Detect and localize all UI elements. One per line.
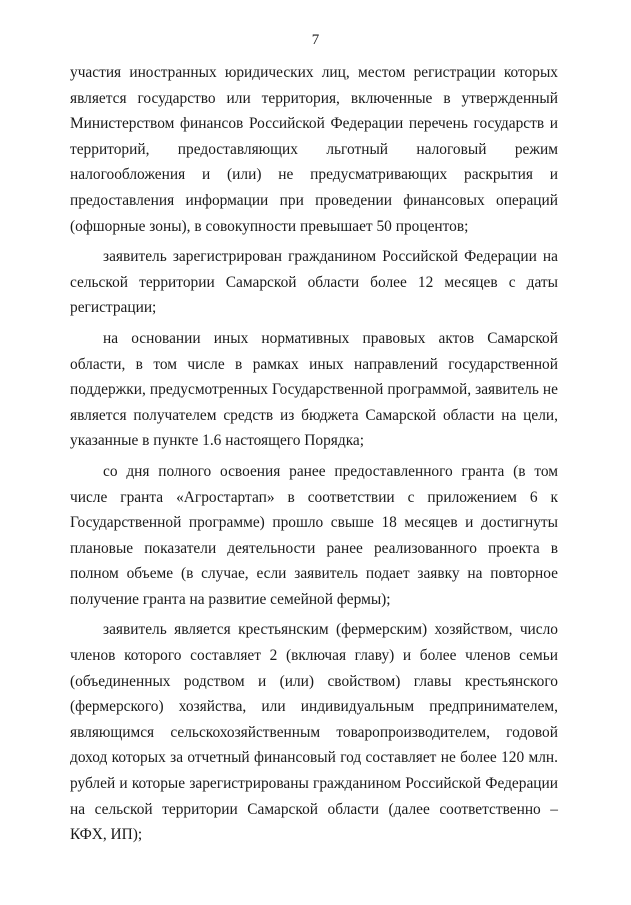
- paragraph-registration-period: заявитель зарегистрирован гражданином Российской Федерации на сельской территории Самарской области более 12 месяцев с даты регистрации;: [70, 248, 558, 317]
- paragraph-offshore-participation: участия иностранных юридических лиц, местом регистрации которых является государство или территория, включенные в утвержденный Министерством финансов Российской Федерации перечень государств и территорий, предоставляющих льготный налоговый режим налогообложения и (или) не предусматривающих раскрытия и предоставления информации при проведении финансовых операций (офшорные зоны), в совокупности превышает 50 процентов;: [70, 64, 558, 235]
- paragraph-previous-grant: со дня полного освоения ранее предоставленного гранта (в том числе гранта «Агростартап» в соответствии с приложением 6 к Государственной программе) прошло свыше 18 месяцев и достигнуты плановые показатели деятельности ранее реализованного проекта в полном объеме (в случае, если заявитель подает заявку на повторное получение гранта на развитие семейной фермы);: [70, 462, 558, 608]
- document-body: [70, 60, 558, 848]
- page-number: 7: [311, 32, 320, 48]
- paragraph-no-other-funding: на основании иных нормативных правовых актов Самарской области, в том числе в рамках иных направлений государственной поддержки, предусмотренных Государственной программой, заявитель не является получателем средств из бюджета Самарской области на цели, указанные в пункте 1.6 настоящего Порядка;: [70, 329, 558, 450]
- paragraph-applicant-status: заявитель является крестьянским (фермерским) хозяйством, число членов которого составляет 2 (включая главу) и более членов семьи (объединенных родством и (или) свойством) главы крестьянского (фермерского) хозяйства, или индивидуальным предпринимателем, являющимся сельскохозяйственным товаропроизводителем, годовой доход которых за отчетный финансовый год составляет не более 120 млн. рублей и которые зарегистрированы гражданином Российской Федерации на сельской территории Самарской области (далее соответственно – КФХ, ИП);: [70, 621, 558, 844]
